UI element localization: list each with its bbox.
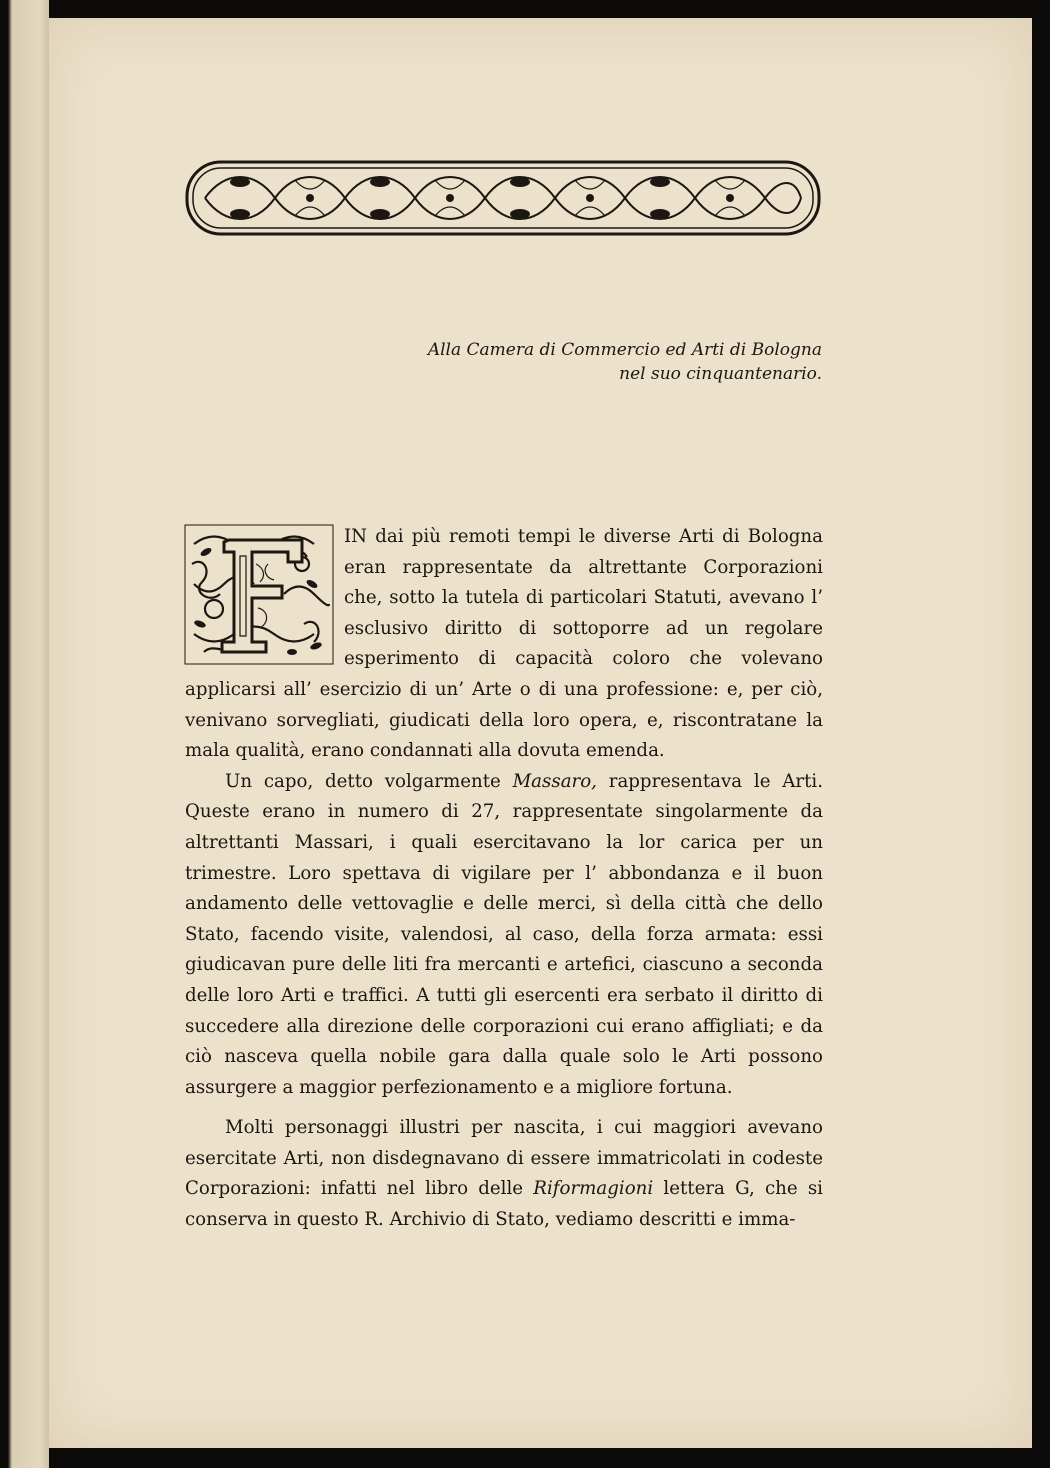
paragraph-2-text-end: rappresentava le Arti. Queste erano in numero di 27, rappresentate singolarmente da altrettanti Massari, i quali esercitavano la lor carica per un trimestre. Loro spettava di vigilare per l’ abbondanza e il buon andamento delle vettovaglie e delle merci, sì della città che dello Stato, facendo visite, valendosi, al caso, della forza armata: essi giudicavan pure delle liti fra mercanti e artefici, ciascuno a seconda delle loro Arti e traffici. A tutti gli esercenti era serbato il diritto di succedere alla direzione delle corporazioni cui erano affigliati; e da ciò nasceva quella nobile gara dalla quale solo le Arti possono assurgere a maggior perfezionamento e a migliore fortuna. bbox=[185, 770, 823, 1098]
main-text bbox=[185, 522, 823, 1236]
paragraph-2-text-start: Un capo, detto volgarmente bbox=[225, 770, 513, 792]
paragraph-3 bbox=[185, 1113, 823, 1235]
decorated-initial-f-icon bbox=[184, 524, 334, 665]
paragraph-2 bbox=[185, 767, 823, 1104]
floral-headpiece-ornament-icon bbox=[185, 160, 821, 236]
page-content bbox=[49, 18, 1032, 1448]
paragraph-1-text: dai più remoti tempi le diverse Arti di Bologna eran rappresentate da altrettante Corporazioni che, sotto la tutela di particolari Statuti, avevano l’ esclusivo diritto di sottoporre ad un regolare esperimento di capacità coloro che volevano applicarsi all’ esercizio di un’ Arte o di una professione: e, per ciò, venivano sorvegliati, giudicati della loro opera, e, riscontratane la mala qualità, erano condannati alla dovuta emenda. bbox=[185, 526, 823, 762]
dedication-line-2: nel suo cinquantenario. bbox=[619, 364, 822, 384]
paragraph-1 bbox=[185, 522, 823, 767]
dedication-line-1: Alla Camera di Commercio ed Arti di Bologna bbox=[427, 340, 822, 360]
previous-page-edge bbox=[0, 0, 49, 1468]
dedication bbox=[302, 338, 822, 386]
paragraph-3-italic-term: Riformagioni bbox=[533, 1178, 654, 1200]
paragraph-2-italic-term: Massaro, bbox=[512, 770, 597, 792]
paragraph-3-text-start: Molti personaggi illustri per nascita, i cui maggiori avevano esercitate Arti, non disdegnavano di essere immatricolati in codeste Corporazioni: infatti nel libro delle bbox=[185, 1117, 823, 1200]
book-page bbox=[49, 18, 1032, 1448]
initial-continuation: IN bbox=[344, 526, 368, 547]
scan-right-edge bbox=[1032, 0, 1050, 1468]
paragraph-3-text-end: lettera G, che si conserva in questo R. Archivio di Stato, vediamo descritti e imma- bbox=[185, 1178, 823, 1231]
